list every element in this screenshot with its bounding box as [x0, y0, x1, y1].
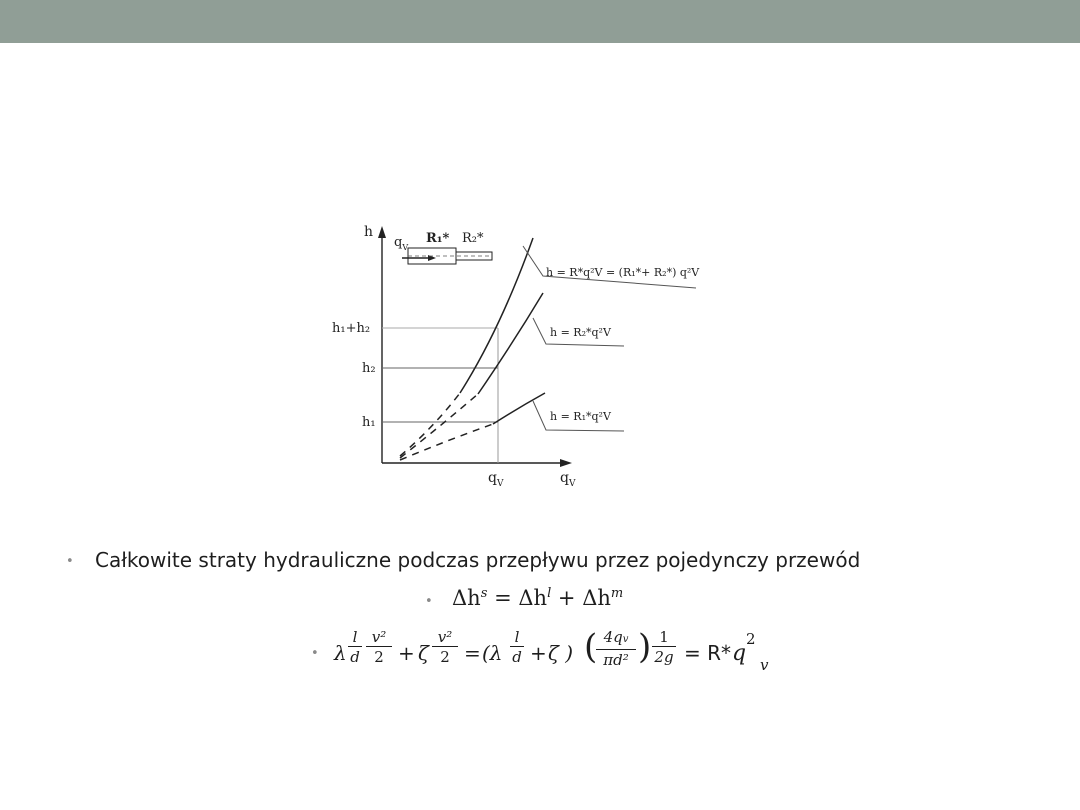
eq2-frac-l-d-b-den: d — [512, 648, 522, 666]
inlet-q-label: $q_V$ — [394, 235, 409, 252]
eq2-frac-l-d-den: d — [350, 648, 360, 666]
eq2-rhs-exp: 2 — [746, 630, 756, 648]
eq2-rhs-prefix: = R* — [684, 641, 732, 665]
eq1-term2: Δh — [582, 586, 611, 610]
eq2-frac-v2-2-den: 2 — [374, 648, 384, 666]
eq2-zeta: ζ — [418, 641, 429, 665]
curve-r1-solid — [493, 393, 545, 424]
h1-plus-h2-label: h₁+h₂ — [332, 321, 371, 336]
eq1-equals: = — [494, 586, 512, 610]
eq1-plus: + — [557, 586, 576, 610]
eq2-frac-2g-den: 2g — [654, 648, 674, 666]
eq1-term2-sup: m — [610, 586, 624, 601]
eq2-paren-right: ) — [638, 627, 652, 667]
eq2-frac-l-d-b-num: l — [510, 628, 524, 647]
curve-r2-label: h = R₂*q²V — [550, 326, 611, 339]
eq2-4q: 4q — [603, 628, 623, 646]
bullet-marker-1: • — [66, 554, 74, 569]
hydraulic-curves-diagram — [328, 218, 708, 494]
eq2-plus2: + — [530, 641, 547, 665]
eq1-term1: Δh — [518, 586, 548, 610]
eq1-lhs: Δh — [452, 586, 481, 610]
qv-axis-label: $q_V$ — [560, 470, 576, 489]
eq2-close: ζ ) — [548, 641, 573, 665]
eq2-plus1: + — [398, 641, 415, 665]
bullet-marker-2: • — [425, 594, 433, 609]
eq2-frac-l-d — [348, 628, 362, 667]
curve-r1-label: h = R₁*q²V — [550, 410, 611, 423]
eq2-rhs-q: q — [732, 641, 747, 666]
eq2-rhs-sub: v — [760, 656, 769, 674]
eq2-equals: = — [464, 641, 481, 665]
eq2-4q-sub: v — [622, 634, 629, 645]
eq2-frac-pid2-den: πd² — [603, 651, 629, 669]
h1-label: h₁ — [362, 415, 376, 430]
eq2-frac-l-d-b — [510, 628, 524, 667]
qv-tick-label: $q_V$ — [488, 470, 504, 489]
eq2-open: (λ — [482, 641, 503, 665]
pipe-r1-label: R₁* — [426, 231, 450, 246]
eq2-frac-1-2g — [652, 628, 676, 667]
axis-h-label: h — [364, 224, 374, 240]
eq1-lhs-sup: s — [480, 586, 488, 601]
eq2-frac-4q-pid2 — [596, 628, 636, 670]
eq2-frac-v2-2 — [366, 628, 392, 667]
bullet-marker-3: • — [311, 646, 319, 661]
curve-total-solid — [460, 238, 533, 393]
eq2-paren-left: ( — [584, 627, 598, 667]
curve-r2-dashed — [400, 394, 478, 458]
curve-total-dashed — [400, 393, 460, 456]
pipe-r2-label: R₂* — [462, 231, 484, 246]
diagram-svg — [328, 218, 708, 494]
eq2-lambda: λ — [334, 641, 347, 665]
h-axis-arrow — [378, 226, 386, 238]
curve-total-label: h = R*q²V = (R₁*+ R₂*) q²V — [546, 266, 700, 279]
h2-label: h₂ — [362, 361, 376, 376]
eq2-frac-v2-2b-num: v² — [432, 628, 458, 647]
equation-darcy-expansion — [334, 624, 794, 684]
eq2-frac-1-num: 1 — [652, 628, 676, 647]
header-band — [0, 0, 1080, 43]
curve-r1-dashed — [400, 424, 493, 460]
eq1-term1-sup: l — [547, 586, 552, 601]
eq2-frac-4q-num — [596, 628, 636, 650]
bullet-text-total-losses: Całkowite straty hydrauliczne podczas przepływu przez pojedynczy przewód — [95, 548, 861, 572]
equation-loss-sum — [452, 586, 623, 610]
eq2-frac-v2-2b-den: 2 — [440, 648, 450, 666]
eq2-frac-v2-2b — [432, 628, 458, 667]
eq2-frac-l-d-num: l — [348, 628, 362, 647]
qv-axis-arrow — [560, 459, 572, 467]
eq2-frac-v2-2-num: v² — [366, 628, 392, 647]
